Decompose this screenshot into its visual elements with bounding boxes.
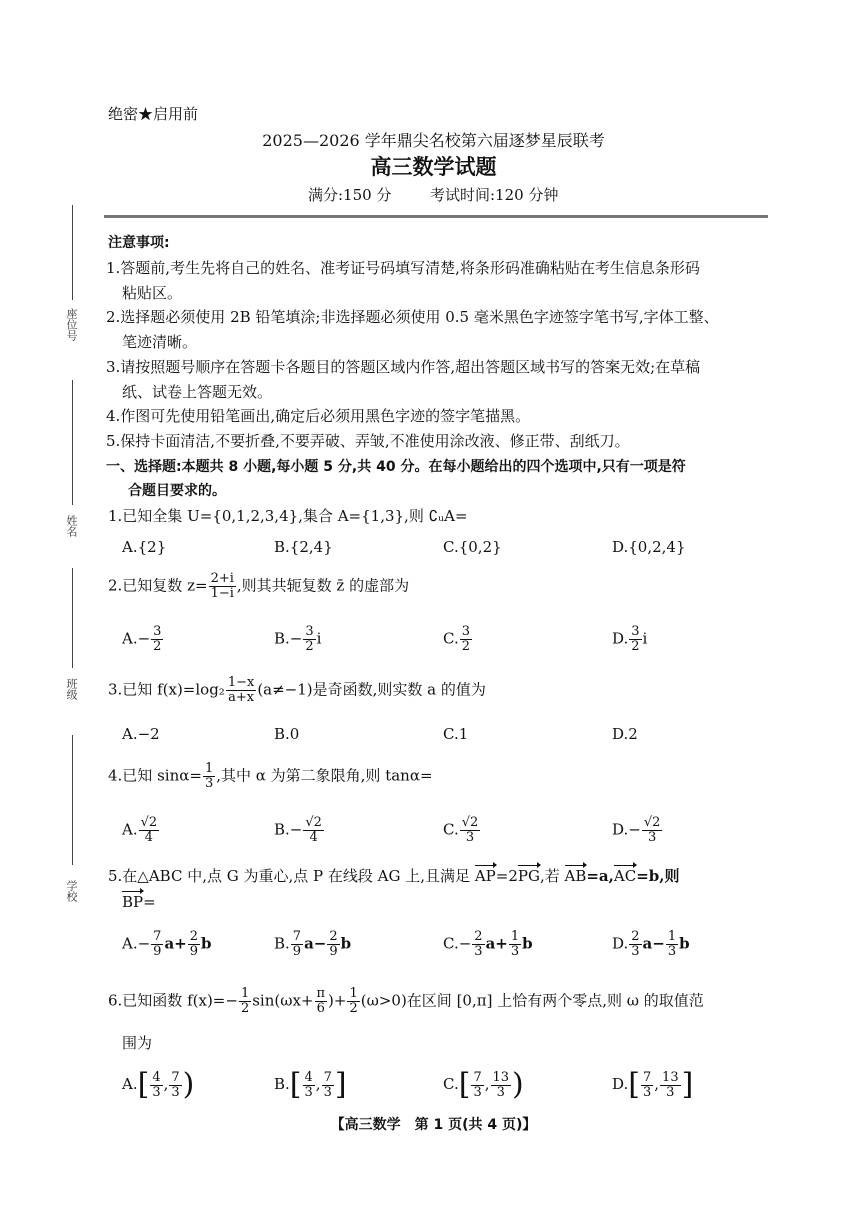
- option-suffix: i: [642, 629, 648, 648]
- bracket: [: [289, 1067, 302, 1102]
- numerator: 13: [662, 1069, 679, 1085]
- option-b: [274, 816, 325, 845]
- denominator: 2: [349, 1001, 358, 1016]
- numerator: 1: [510, 929, 520, 944]
- numerator: 4: [152, 1069, 161, 1085]
- stem-text: =: [143, 893, 156, 911]
- margin-line: [72, 735, 73, 865]
- fraction: [139, 816, 160, 845]
- denominator: 2: [461, 639, 470, 654]
- stem-text: ,其中 α 为第二象限角,则 tanα=: [216, 766, 433, 785]
- numerator: 7: [292, 929, 302, 944]
- denominator: 1−i: [210, 586, 234, 601]
- confidential-mark: 绝密★启用前: [108, 105, 199, 123]
- numerator: 2: [474, 929, 483, 944]
- denominator: 3: [304, 1084, 313, 1100]
- fraction: [239, 987, 251, 1016]
- denominator: 4: [144, 830, 154, 845]
- margin-line: [72, 205, 73, 300]
- fraction: [303, 625, 315, 654]
- fraction: [460, 816, 481, 845]
- numerator: π: [316, 986, 326, 1001]
- option-label: B.: [274, 934, 290, 953]
- notice-item: 粘贴区。: [122, 284, 183, 302]
- fraction: [303, 816, 324, 845]
- header-rule: [104, 215, 768, 218]
- bracket: ): [512, 1067, 524, 1102]
- numerator: 13: [492, 1069, 510, 1085]
- numerator: 1: [204, 761, 214, 776]
- denominator: 3: [204, 776, 214, 791]
- option-b: [274, 625, 321, 654]
- stem-text: ,则其共轭复数 z̄ 的虚部为: [236, 576, 410, 595]
- fraction: [471, 1071, 483, 1100]
- denominator: 3: [647, 830, 657, 845]
- numerator: 3: [631, 624, 640, 639]
- exam-time: 考试时间:120 分钟: [430, 186, 559, 204]
- stem-text: )+: [328, 991, 347, 1010]
- option-term: a+: [164, 934, 187, 953]
- numerator: √2: [140, 815, 158, 830]
- option-label: A.−: [122, 629, 151, 648]
- numerator: 1: [349, 986, 358, 1001]
- numerator: 1−x: [227, 675, 255, 690]
- fraction: [327, 930, 339, 959]
- fraction: [491, 1071, 512, 1100]
- vector-pg: PG: [517, 867, 540, 885]
- separator: ,: [654, 1075, 660, 1093]
- option-b: B.{2,4}: [274, 538, 333, 556]
- denominator: 3: [642, 1084, 652, 1100]
- denominator: 3: [323, 1084, 332, 1100]
- option-c: [443, 625, 473, 654]
- question-4: [108, 762, 433, 791]
- option-b: B.0: [274, 725, 300, 743]
- numerator: √2: [305, 815, 322, 830]
- option-term: b: [201, 934, 212, 953]
- school-label: 学校: [65, 880, 78, 902]
- bracket: ]: [334, 1067, 347, 1102]
- numerator: √2: [643, 815, 661, 830]
- notice-title: 注意事项:: [108, 235, 170, 251]
- notice-item: 5.保持卡面清洁,不要折叠,不要弄破、弄皱,不准使用涂改液、修正带、刮纸刀。: [106, 432, 630, 450]
- denominator: 9: [329, 944, 338, 959]
- denominator: 2: [305, 639, 314, 654]
- denominator: 3: [474, 944, 483, 959]
- stem-text: =a,: [586, 867, 614, 885]
- numerator: 2+i: [210, 571, 234, 586]
- option-d: [612, 625, 647, 654]
- stem-text: (a≠−1)是奇函数,则实数 a 的值为: [257, 680, 486, 699]
- stem-text: =2: [495, 867, 518, 885]
- vector-bp: BP: [122, 893, 144, 911]
- numerator: 7: [323, 1069, 332, 1085]
- option-b: [274, 930, 351, 959]
- stem-text: 4.已知 sinα=: [108, 766, 202, 785]
- denominator: 2: [631, 639, 640, 654]
- vector-ap: AP: [474, 867, 496, 885]
- question-6-cont: 围为: [122, 1034, 153, 1052]
- stem-text: 2.已知复数 z=: [108, 576, 208, 595]
- option-c: C.{0,2}: [443, 538, 502, 556]
- option-label: D.−: [612, 820, 641, 839]
- option-a: [122, 625, 164, 654]
- seat-label: 座位号: [65, 308, 78, 341]
- fraction: [641, 1071, 653, 1100]
- exam-name: 2025—2026 学年鼎尖名校第六届逐梦星辰联考: [262, 131, 605, 150]
- numerator: 3: [305, 624, 314, 639]
- denominator: 3: [152, 1084, 161, 1100]
- numerator: 7: [171, 1069, 180, 1085]
- option-c: C.1: [443, 725, 469, 743]
- option-label: C.−: [443, 934, 472, 953]
- option-term: a+: [485, 934, 508, 953]
- option-b: [274, 1067, 347, 1102]
- option-a: [122, 1067, 195, 1102]
- option-a: [122, 930, 212, 959]
- denominator: 3: [666, 1084, 675, 1100]
- fraction: [322, 1071, 334, 1100]
- option-suffix: i: [316, 629, 322, 648]
- bracket: ): [182, 1067, 195, 1102]
- question-1: 1.已知全集 U={0,1,2,3,4},集合 A={1,3},则 ∁ᵤA=: [108, 507, 468, 525]
- notice-item: 纸、试卷上答题无效。: [122, 383, 273, 401]
- bracket: [: [628, 1067, 640, 1102]
- numerator: 2: [189, 929, 199, 944]
- option-label: A.: [122, 820, 138, 839]
- fraction: [666, 930, 678, 959]
- notice-item: 1.答题前,考生先将自己的姓名、准考证号码填写清楚,将条形码准确粘贴在考生信息条形码: [106, 259, 700, 277]
- denominator: 9: [189, 944, 199, 959]
- notice-item: 2.选择题必须使用 2B 铅笔填涂;非选择题必须使用 0.5 毫米黑色字迹签字笔书写,字体工整、: [106, 308, 719, 326]
- stem-text: 3.已知 f(x)=log₂: [108, 680, 225, 699]
- denominator: 6: [316, 1001, 325, 1016]
- option-term: b: [340, 934, 352, 953]
- numerator: 4: [304, 1069, 313, 1085]
- stem-text: 5.在△ABC 中,点 G 为重心,点 P 在线段 AG 上,且满足: [108, 867, 475, 885]
- bracket: [: [137, 1067, 150, 1102]
- option-label: C.: [443, 629, 459, 648]
- notice-item: 3.请按照题号顺序在答题卡各题目的答题区域内作答,超出答题区域书写的答案无效;在草稿: [106, 358, 701, 376]
- denominator: 3: [667, 944, 677, 959]
- question-2: [108, 572, 409, 601]
- fraction: [150, 1071, 162, 1100]
- option-label: A.: [122, 1075, 138, 1093]
- option-label: D.: [612, 629, 629, 648]
- option-d: D.2: [612, 725, 638, 743]
- denominator: 2: [240, 1001, 250, 1016]
- stem-text: =b,则: [636, 867, 680, 885]
- numerator: 1: [240, 986, 250, 1001]
- numerator: 7: [473, 1069, 482, 1085]
- fraction: [188, 930, 200, 959]
- option-label: C.: [443, 820, 459, 839]
- denominator: 3: [510, 944, 520, 959]
- option-a: [122, 816, 160, 845]
- denominator: a+x: [228, 690, 255, 705]
- denominator: 3: [473, 1084, 482, 1100]
- option-d: [612, 816, 663, 845]
- class-label: 班级: [65, 678, 78, 700]
- stem-text: (ω>0)在区间 [0,π] 上恰有两个零点,则 ω 的取值范: [360, 991, 704, 1010]
- option-label: B.−: [274, 629, 303, 648]
- numerator: 7: [642, 1069, 652, 1085]
- vector-ac: AC: [613, 867, 637, 885]
- separator: ,: [484, 1075, 490, 1093]
- margin-line: [72, 568, 73, 668]
- page-footer: 【高三数学 第 1 页(共 4 页)】: [330, 1117, 537, 1133]
- page-title: 高三数学试题: [370, 154, 497, 179]
- fraction: [642, 816, 663, 845]
- section-heading: 一、选择题:本题共 8 小题,每小题 5 分,共 40 分。在每小题给出的四个选项中,只有一项是符: [106, 459, 686, 475]
- question-3: [108, 676, 486, 705]
- section-heading: 合题目要求的。: [128, 483, 226, 499]
- fraction: [169, 1071, 181, 1100]
- fraction: [509, 930, 521, 959]
- option-d: D.{0,2,4}: [612, 538, 686, 556]
- option-label: B.−: [274, 820, 303, 839]
- separator: ,: [163, 1075, 169, 1093]
- question-5-cont: [122, 893, 156, 911]
- bracket: [: [458, 1067, 471, 1102]
- numerator: 3: [461, 624, 470, 639]
- question-6: [108, 987, 704, 1016]
- option-c: [443, 930, 533, 959]
- option-term: b: [679, 934, 690, 953]
- numerator: 7: [153, 929, 162, 944]
- option-label: B.: [274, 1075, 290, 1093]
- question-5: [108, 865, 679, 886]
- denominator: 4: [309, 830, 318, 845]
- bracket: ]: [681, 1067, 694, 1102]
- name-label: 姓名: [65, 515, 78, 537]
- denominator: 3: [631, 944, 640, 959]
- option-c: [443, 816, 481, 845]
- option-a: A.{2}: [122, 538, 167, 556]
- notice-item: 笔迹清晰。: [122, 333, 198, 351]
- denominator: 3: [171, 1084, 180, 1100]
- margin-line: [72, 380, 73, 505]
- fraction: [203, 762, 215, 791]
- stem-text: ,若: [539, 867, 565, 885]
- numerator: 1: [667, 929, 677, 944]
- notice-item: 4.作图可先使用铅笔画出,确定后必须用黑色字迹的签字笔描黑。: [106, 407, 531, 425]
- denominator: 2: [153, 639, 162, 654]
- numerator: 2: [631, 929, 640, 944]
- fraction: [460, 625, 472, 654]
- fraction: [629, 625, 641, 654]
- denominator: 3: [496, 1084, 505, 1100]
- option-d: [612, 1067, 694, 1102]
- option-term: a−: [642, 934, 665, 953]
- option-a: A.−2: [122, 725, 160, 743]
- fraction: [151, 930, 163, 959]
- fraction: [303, 1071, 315, 1100]
- denominator: 9: [292, 944, 302, 959]
- fraction: [629, 930, 641, 959]
- option-label: D.: [612, 934, 629, 953]
- fraction: [347, 987, 359, 1016]
- numerator: 3: [153, 624, 162, 639]
- numerator: √2: [461, 815, 479, 830]
- full-score: 满分:150 分: [308, 186, 392, 204]
- option-term: a−: [304, 934, 327, 953]
- fraction: [315, 987, 328, 1016]
- numerator: 2: [329, 929, 338, 944]
- fraction: [291, 930, 303, 959]
- fraction: [209, 572, 236, 601]
- option-d: [612, 930, 690, 959]
- option-c: [443, 1067, 524, 1102]
- denominator: 9: [153, 944, 162, 959]
- option-term: b: [522, 934, 533, 953]
- vector-ab: AB: [564, 867, 587, 885]
- option-label: D.: [612, 1075, 629, 1093]
- stem-text: 6.已知函数 f(x)=−: [108, 991, 238, 1010]
- option-label: C.: [443, 1075, 459, 1093]
- denominator: 3: [465, 830, 475, 845]
- fraction: [151, 625, 163, 654]
- option-label: A.−: [122, 934, 151, 953]
- fraction: [226, 676, 257, 705]
- fraction: [660, 1071, 681, 1100]
- fraction: [472, 930, 484, 959]
- stem-text: sin(ωx+: [252, 991, 314, 1010]
- separator: ,: [315, 1075, 321, 1093]
